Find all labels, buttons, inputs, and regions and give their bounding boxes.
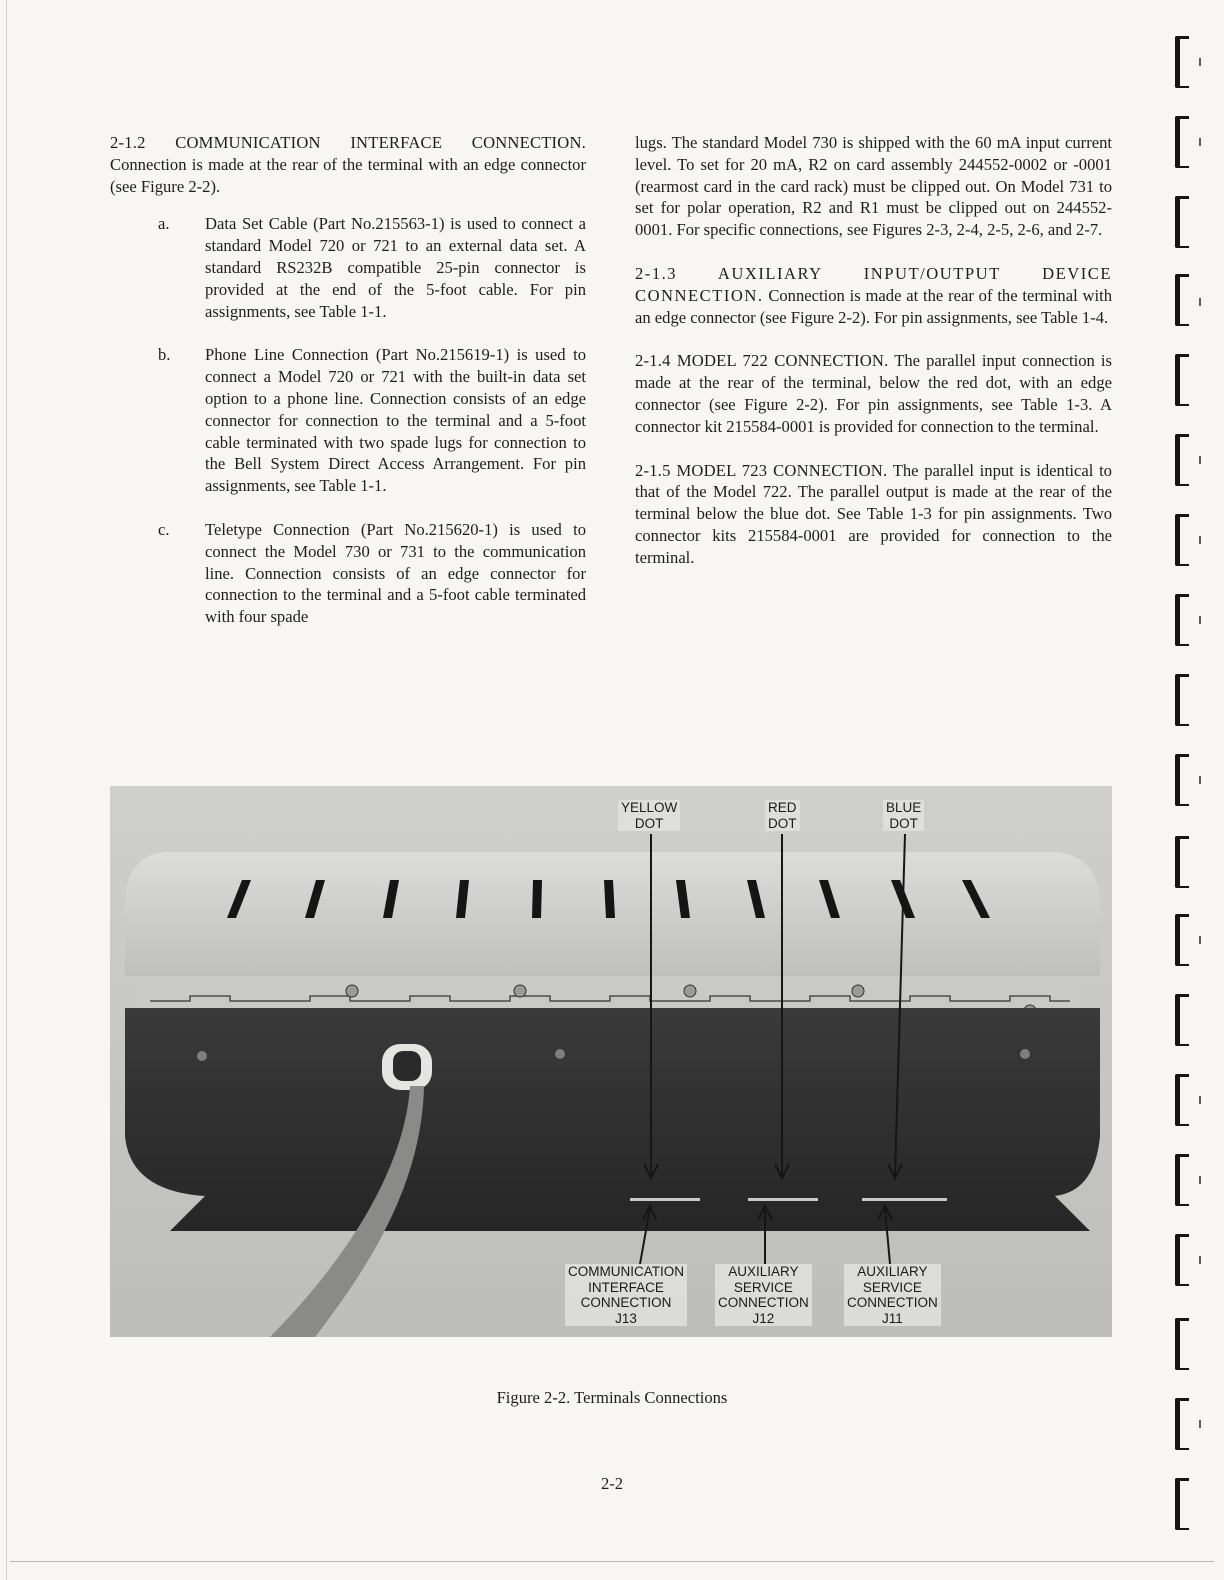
figure-caption: Figure 2-2. Terminals Connections	[496, 1388, 728, 1407]
page-number: 2-2	[600, 1474, 624, 1493]
blue-dot-label	[883, 800, 924, 831]
section-body: The parallel input connection is made at the rear of the terminal, below the red dot, with an edge connector (see Figure 2-2). For pin assignments, see Table 1-3. A connector kit 215584-0001 is provided for connection to the terminal.	[635, 351, 1112, 436]
label-line: CONNECTION	[718, 1295, 809, 1311]
list-text: Data Set Cable (Part No.215563-1) is used to connect a standard Model 720 or 721 to an external data set. A standard RS232B compatible 25-pin connector is provided at the end of the 5-foot cable. For pin assignments, see Table 1-1.	[205, 214, 586, 321]
yellow-dot-label	[618, 800, 680, 831]
label-line: INTERFACE	[588, 1279, 664, 1295]
section-body: The parallel input is identical to that of the Model 722. The parallel output is made at the rear of the terminal below the blue dot. See Table 1-3 for pin assignments. Two connector kits 215584-0001 are provided for connection to the terminal.	[635, 460, 1112, 567]
label-line: RED	[768, 800, 797, 815]
label-line: J12	[752, 1310, 775, 1326]
label-line: DOT	[768, 815, 797, 831]
label-line: DOT	[889, 815, 918, 831]
right-column	[635, 132, 1112, 569]
section-heading: 2-1.5 MODEL 723 CONNECTION.	[635, 460, 888, 480]
section-heading: 2-1.2 COMMUNICATION INTERFACE CONNECTION.	[110, 133, 586, 152]
section-heading: 2-1.4 MODEL 722 CONNECTION.	[635, 351, 889, 371]
j13-label	[565, 1264, 687, 1326]
j12-label	[715, 1264, 812, 1326]
list-marker: b.	[158, 345, 171, 365]
terminal-illustration	[110, 786, 1112, 1337]
section-2-1-2	[110, 132, 586, 197]
terminal-body	[125, 1008, 1100, 1231]
terminal-rear-photo	[110, 786, 1112, 1337]
red-dot-label	[765, 800, 800, 831]
bottom-rule	[10, 1561, 1214, 1562]
continuation-paragraph: lugs. The standard Model 730 is shipped with the 60 mA input current level. To set for 20 mA, R2 on card assembly 244552-0002 or -0001 (rearmost card in the card rack) must be clipped out. On Model 731 to set for polar operation, R2 and R1 must be clipped out on 244552-0001. For specific connections, see Figures 2-3, 2-4, 2-5, 2-6, and 2-7.	[635, 133, 1112, 240]
label-line: YELLOW	[621, 800, 678, 815]
j11-label	[844, 1264, 941, 1326]
label-line: SERVICE	[862, 1279, 922, 1295]
section-body: Connection is made at the rear of the terminal with an edge connector (see Figure 2-2).	[110, 154, 586, 196]
list-marker: c.	[158, 519, 170, 539]
section-2-1-5	[635, 460, 1112, 569]
list-text: Teletype Connection (Part No.215620-1) is used to connect the Model 730 or 731 to the communication line. Connection consists of an edge connector for connection to the terminal and a 5-foot cable terminated with four spade	[205, 519, 586, 627]
list-item-c	[110, 519, 586, 628]
section-2-1-3	[635, 263, 1112, 328]
list-item-b	[110, 344, 586, 497]
label-line: J11	[881, 1310, 903, 1326]
list-marker: a.	[158, 214, 170, 234]
section-heading: 2-1.3 AUXILIARY INPUT/OUTPUT DEVICE CONNECTION.	[635, 263, 1112, 305]
label-line: AUXILIARY	[857, 1264, 928, 1279]
label-line: CONNECTION	[847, 1295, 938, 1311]
list-item-a	[110, 213, 586, 322]
label-line: COMMUNICATION	[568, 1264, 684, 1279]
left-column	[110, 132, 586, 628]
label-line: CONNECTION	[580, 1295, 672, 1311]
label-line: AUXILIARY	[728, 1264, 799, 1279]
section-2-1-4	[635, 350, 1112, 437]
list-text: Phone Line Connection (Part No.215619-1) is used to connect a Model 720 or 721 with the built-in data set option to a phone line. Connection consists of an edge connector for connection to the terminal and a 5-foot cable terminated with two spade lugs for connection to the Bell System Direct Access Arrangement. For pin assignments, see Table 1-1.	[205, 345, 586, 496]
label-line: BLUE	[886, 800, 922, 815]
label-line: J13	[615, 1310, 637, 1326]
label-line: SERVICE	[733, 1279, 793, 1295]
label-line: DOT	[634, 815, 664, 831]
scan-margin-line	[6, 0, 7, 1580]
section-body: Connection is made at the rear of the terminal with an edge connector (see Figure 2-2). For pin assignments, see Table 1-4.	[635, 285, 1112, 327]
edge-connector-slots	[630, 1198, 947, 1201]
